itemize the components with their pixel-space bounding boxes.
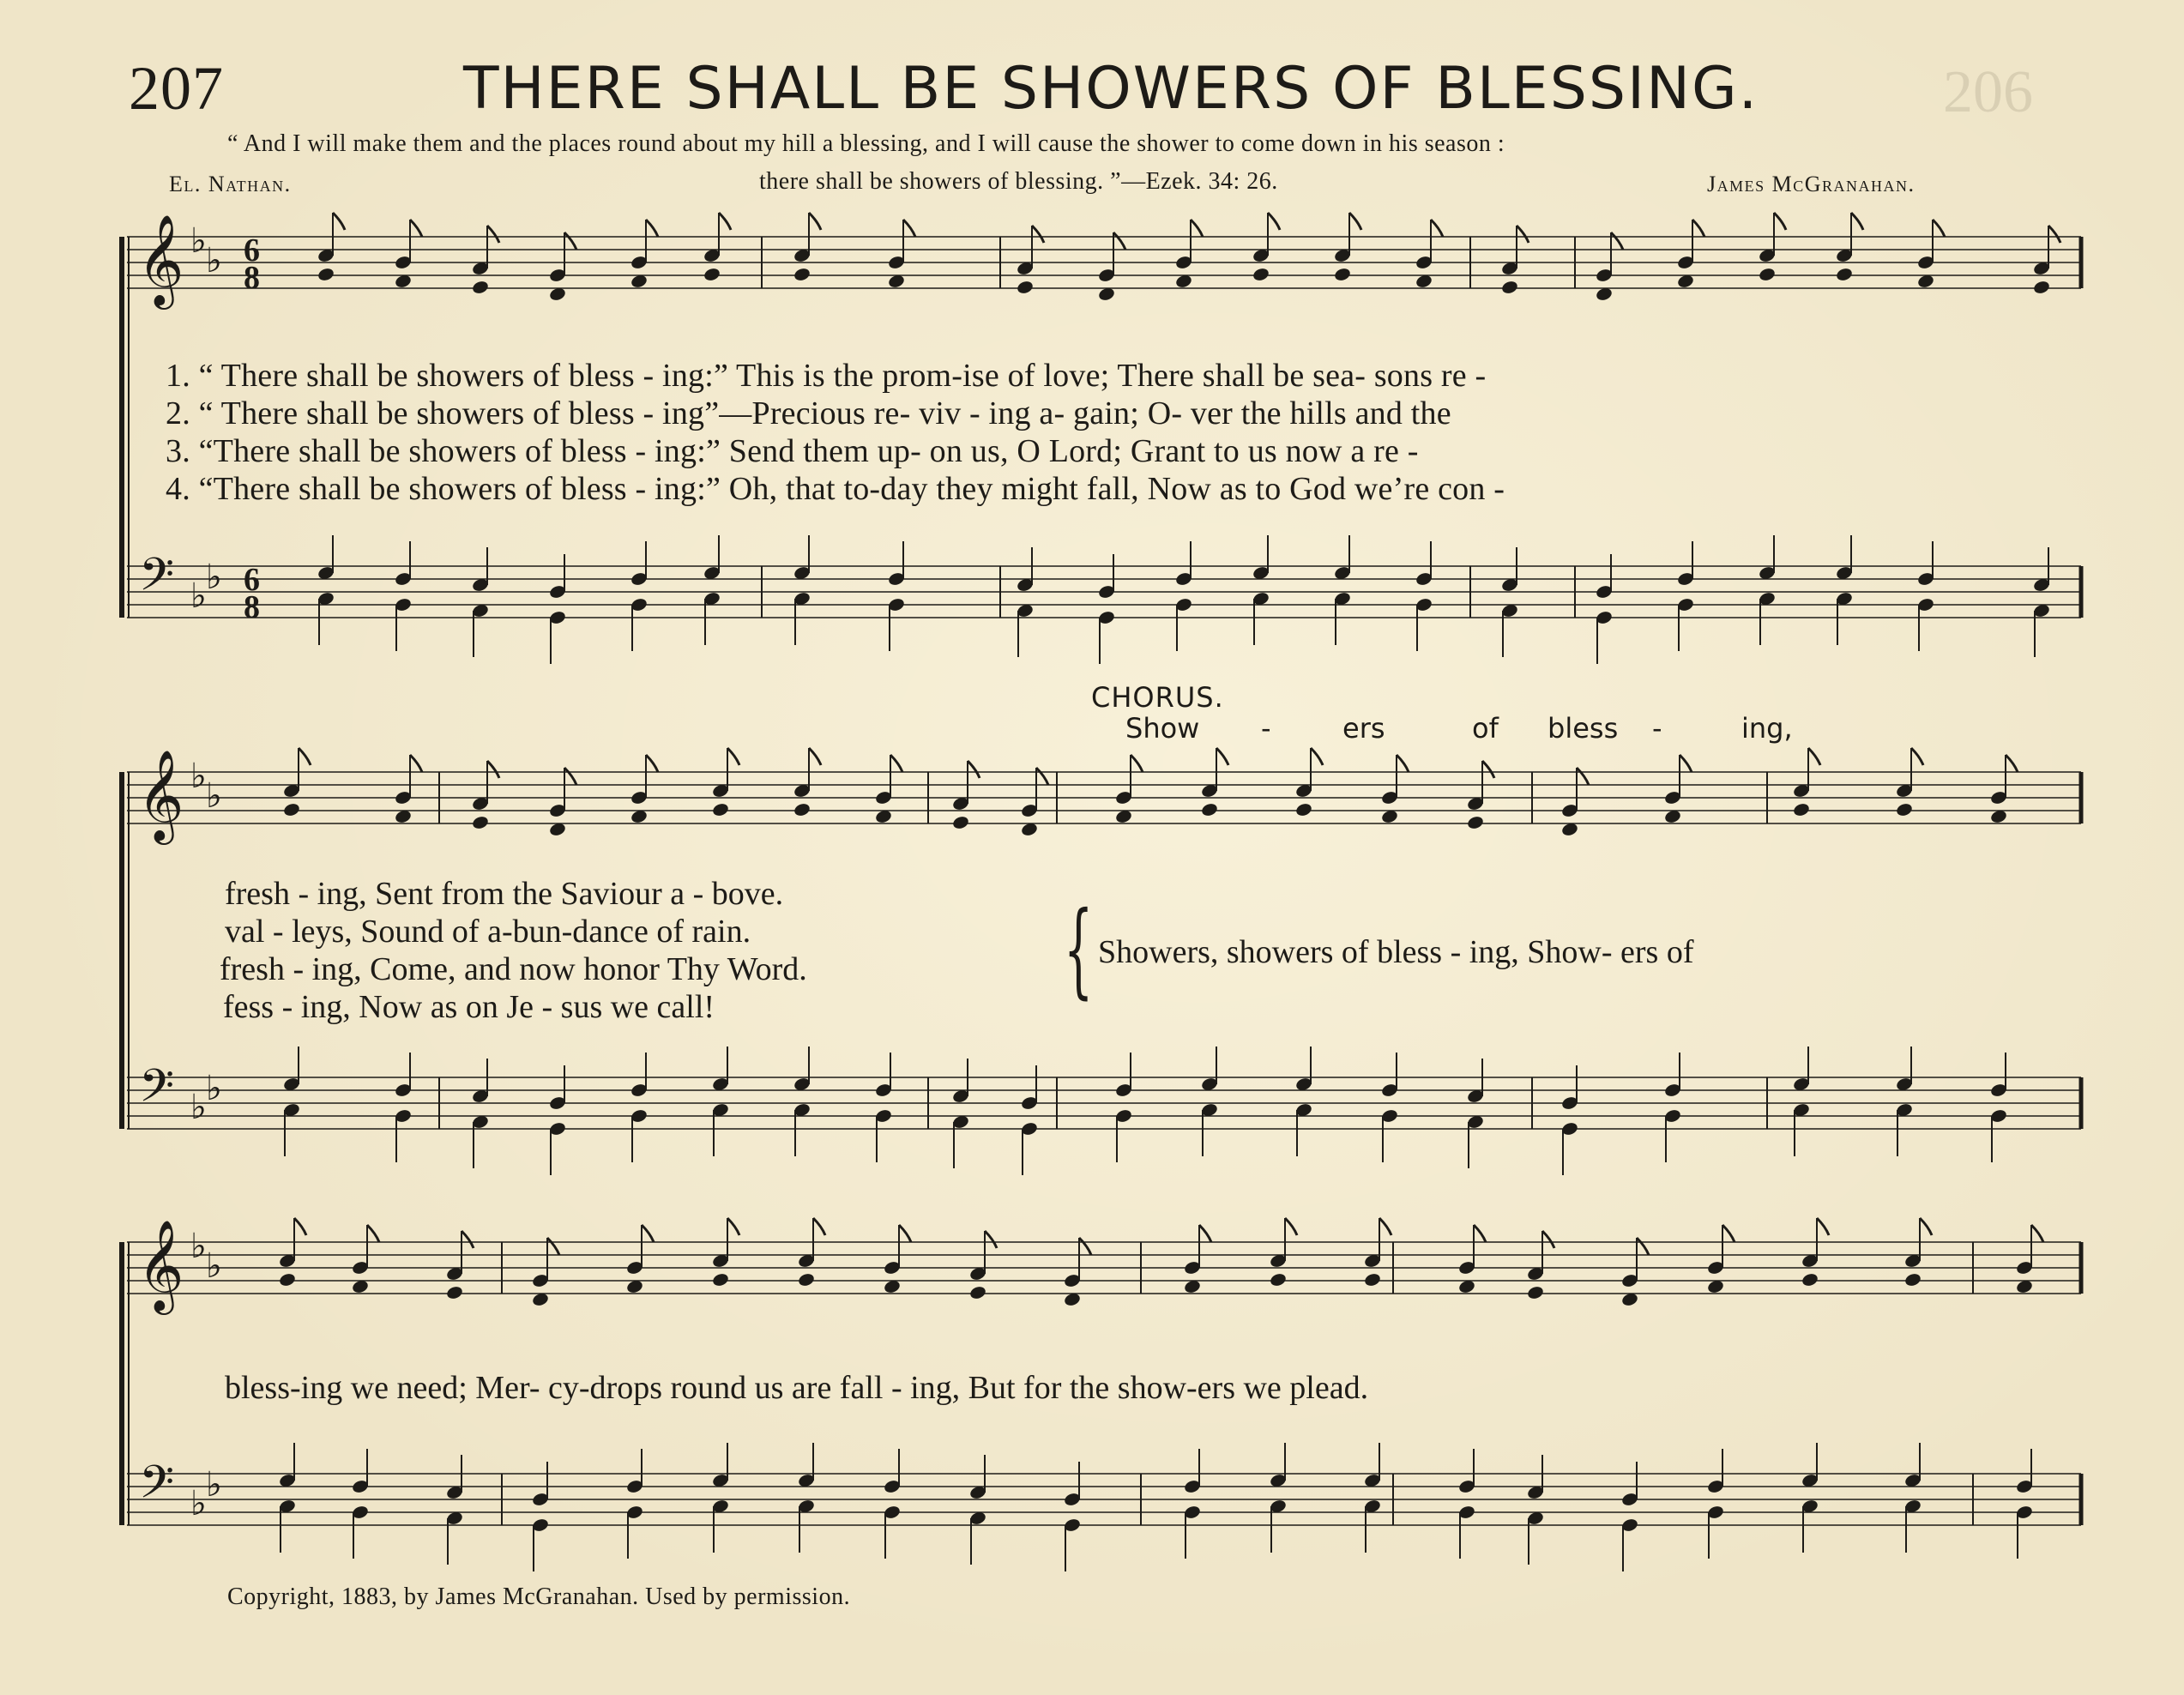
note-head xyxy=(282,802,300,817)
chorus-over-word-6: - xyxy=(1652,712,1662,745)
note-flag xyxy=(1113,232,1125,250)
flat-icon: ♭ xyxy=(206,558,222,597)
note-flag xyxy=(1285,1218,1297,1235)
bleed-through-number: 206 xyxy=(1943,59,2033,125)
bass-clef-icon: 𝄢 xyxy=(139,1060,175,1124)
verse-4-line-2: fess - ing, Now as on Je - sus we call! xyxy=(223,989,715,1025)
note-flag xyxy=(410,220,422,237)
note-head xyxy=(1801,1272,1819,1288)
note-flag xyxy=(564,232,576,250)
verse-1-line-1: 1. “ There shall be showers of bless - ing:” This is the prom-ise of love; There shall be sea- sons re - xyxy=(166,358,1487,394)
note-head xyxy=(2032,280,2050,295)
note-head xyxy=(793,802,811,817)
scripture-epigraph-line1: “ And I will make them and the places round about my hill a blessing, and I will cause the shower to come down in his season : xyxy=(227,130,1505,157)
verse-brace: { xyxy=(1064,890,1094,1010)
note-flag xyxy=(547,1238,559,1255)
note-flag xyxy=(1349,213,1361,230)
note-flag xyxy=(294,1218,306,1235)
chorus-over-word-3: ers xyxy=(1342,712,1385,745)
note-flag xyxy=(727,1218,739,1235)
note-flag xyxy=(968,761,980,778)
note-flag xyxy=(809,748,821,765)
flat-icon: ♭ xyxy=(190,576,207,616)
note-flag xyxy=(1920,1218,1932,1235)
note-flag xyxy=(1933,220,1945,237)
verse-3-line-1: 3. “There shall be showers of bless - ing:” Send them up- on us, O Lord; Grant to us now a re - xyxy=(166,433,1419,469)
note-flag xyxy=(642,1225,654,1242)
note-flag xyxy=(1036,768,1048,785)
note-head xyxy=(703,267,721,282)
note-flag xyxy=(1379,1218,1391,1235)
time-sig-bottom: 8 xyxy=(244,260,260,296)
treble-clef-icon: 𝄞 xyxy=(137,214,184,305)
note-flag xyxy=(1911,748,1923,765)
chorus-lyric-line-2: bless-ing we need; Mer- cy-drops round us are fall - ing, But for the show-ers we plead. xyxy=(225,1370,1369,1406)
note-flag xyxy=(727,748,739,765)
note-head xyxy=(1903,1272,1922,1288)
time-sig-top: 6 xyxy=(244,562,260,598)
flat-icon: ♭ xyxy=(190,1088,207,1127)
lyricist-credit: El. Nathan. xyxy=(169,172,292,196)
time-sig-top: 6 xyxy=(244,232,260,268)
note-flag xyxy=(1808,748,1820,765)
note-flag xyxy=(2048,226,2060,243)
note-flag xyxy=(719,213,731,230)
note-flag xyxy=(899,1225,911,1242)
note-flag xyxy=(1474,1225,1486,1242)
note-flag xyxy=(1722,1225,1735,1242)
note-head xyxy=(1363,1272,1381,1288)
verse-4-line-1: 4. “There shall be showers of bless - ing:” Oh, that to-day they might fall, Now as to God we’re con - xyxy=(166,471,1505,507)
bass-clef-icon: 𝄢 xyxy=(139,549,175,612)
flat-icon: ♭ xyxy=(190,1484,207,1523)
note-head xyxy=(797,1272,815,1288)
note-head xyxy=(793,267,811,282)
note-flag xyxy=(1611,232,1623,250)
note-flag xyxy=(333,213,345,230)
flat-icon: ♭ xyxy=(190,1227,207,1266)
note-flag xyxy=(1637,1238,1649,1255)
note-flag xyxy=(1079,1238,1091,1255)
hymn-number: 207 xyxy=(129,54,224,123)
note-head xyxy=(1758,267,1776,282)
note-flag xyxy=(2031,1225,2043,1242)
note-head xyxy=(1792,802,1810,817)
note-head xyxy=(445,1285,463,1300)
treble-clef-icon: 𝄞 xyxy=(137,749,184,841)
verse-2-line-2: val - leys, Sound of a-bun-dance of rain. xyxy=(225,914,751,950)
verse-1-line-2: fresh - ing, Sent from the Saviour a - bove. xyxy=(225,876,784,912)
note-head xyxy=(711,1272,729,1288)
flat-icon: ♭ xyxy=(206,1246,222,1286)
chorus-over-word-7: ing, xyxy=(1741,712,1793,745)
copyright-notice: Copyright, 1883, by James McGranahan. Used by permission. xyxy=(227,1583,851,1610)
note-flag xyxy=(462,1231,474,1248)
bass-clef-icon: 𝄢 xyxy=(139,1457,175,1520)
note-flag xyxy=(1431,220,1443,237)
note-flag xyxy=(890,755,902,772)
note-head xyxy=(951,815,969,830)
note-flag xyxy=(1268,213,1280,230)
note-flag xyxy=(299,748,311,765)
note-head xyxy=(471,280,489,295)
note-head xyxy=(1500,280,1518,295)
note-head xyxy=(471,815,489,830)
note-flag xyxy=(903,220,915,237)
note-flag xyxy=(1131,755,1143,772)
note-flag xyxy=(1216,748,1228,765)
treble-clef-icon: 𝄞 xyxy=(137,1219,184,1311)
note-head xyxy=(1466,815,1484,830)
note-head xyxy=(1895,802,1913,817)
note-flag xyxy=(1032,226,1044,243)
chorus-label: CHORUS. xyxy=(1091,681,1224,714)
chorus-over-word-5: bless xyxy=(1548,712,1619,745)
note-head xyxy=(1333,267,1351,282)
flat-icon: ♭ xyxy=(206,1465,222,1505)
note-head xyxy=(317,267,335,282)
note-flag xyxy=(487,226,499,243)
note-flag xyxy=(564,768,576,785)
note-head xyxy=(968,1285,986,1300)
note-flag xyxy=(410,755,422,772)
note-flag xyxy=(1817,1218,1829,1235)
flat-icon: ♭ xyxy=(190,221,207,261)
note-head xyxy=(1526,1285,1544,1300)
note-flag xyxy=(1692,220,1704,237)
note-head xyxy=(1269,1272,1287,1288)
chorus-over-word-2: - xyxy=(1261,712,1271,745)
note-flag xyxy=(1577,768,1589,785)
note-flag xyxy=(1199,1225,1211,1242)
note-head xyxy=(1200,802,1218,817)
note-flag xyxy=(1517,226,1529,243)
verse-2-line-1: 2. “ There shall be showers of bless - ing”—Precious re- viv - ing a- gain; O- ver the hills and the xyxy=(166,395,1451,431)
note-flag xyxy=(2006,755,2018,772)
flat-icon: ♭ xyxy=(206,241,222,280)
note-flag xyxy=(1191,220,1203,237)
note-head xyxy=(1294,802,1312,817)
hymn-title: THERE SHALL BE SHOWERS OF BLESSING. xyxy=(463,55,1759,123)
note-flag xyxy=(487,761,499,778)
flat-icon: ♭ xyxy=(190,757,207,796)
note-flag xyxy=(646,755,658,772)
note-head xyxy=(1252,267,1270,282)
note-head xyxy=(278,1272,296,1288)
flat-icon: ♭ xyxy=(206,776,222,816)
note-head xyxy=(1835,267,1853,282)
note-flag xyxy=(1680,755,1692,772)
note-flag xyxy=(367,1225,379,1242)
flat-icon: ♭ xyxy=(206,1069,222,1108)
note-flag xyxy=(1851,213,1863,230)
note-flag xyxy=(1774,213,1786,230)
note-flag xyxy=(985,1231,997,1248)
note-head xyxy=(711,802,729,817)
chorus-over-word-1: Show xyxy=(1125,712,1200,745)
note-flag xyxy=(809,213,821,230)
note-flag xyxy=(1397,755,1409,772)
note-flag xyxy=(1542,1231,1554,1248)
verse-3-line-2: fresh - ing, Come, and now honor Thy Word. xyxy=(220,951,807,987)
note-flag xyxy=(1482,761,1494,778)
composer-credit: James McGranahan. xyxy=(1707,172,1916,196)
scripture-epigraph-line2: there shall be showers of blessing. ”—Ezek. 34: 26. xyxy=(759,168,1278,195)
note-flag xyxy=(1311,748,1323,765)
chorus-lyric-line-1: Showers, showers of bless - ing, Show- ers of xyxy=(1098,934,1694,970)
note-flag xyxy=(813,1218,825,1235)
note-head xyxy=(1016,280,1034,295)
time-sig-bottom: 8 xyxy=(244,589,260,625)
chorus-over-word-4: of xyxy=(1472,712,1499,745)
note-flag xyxy=(646,220,658,237)
